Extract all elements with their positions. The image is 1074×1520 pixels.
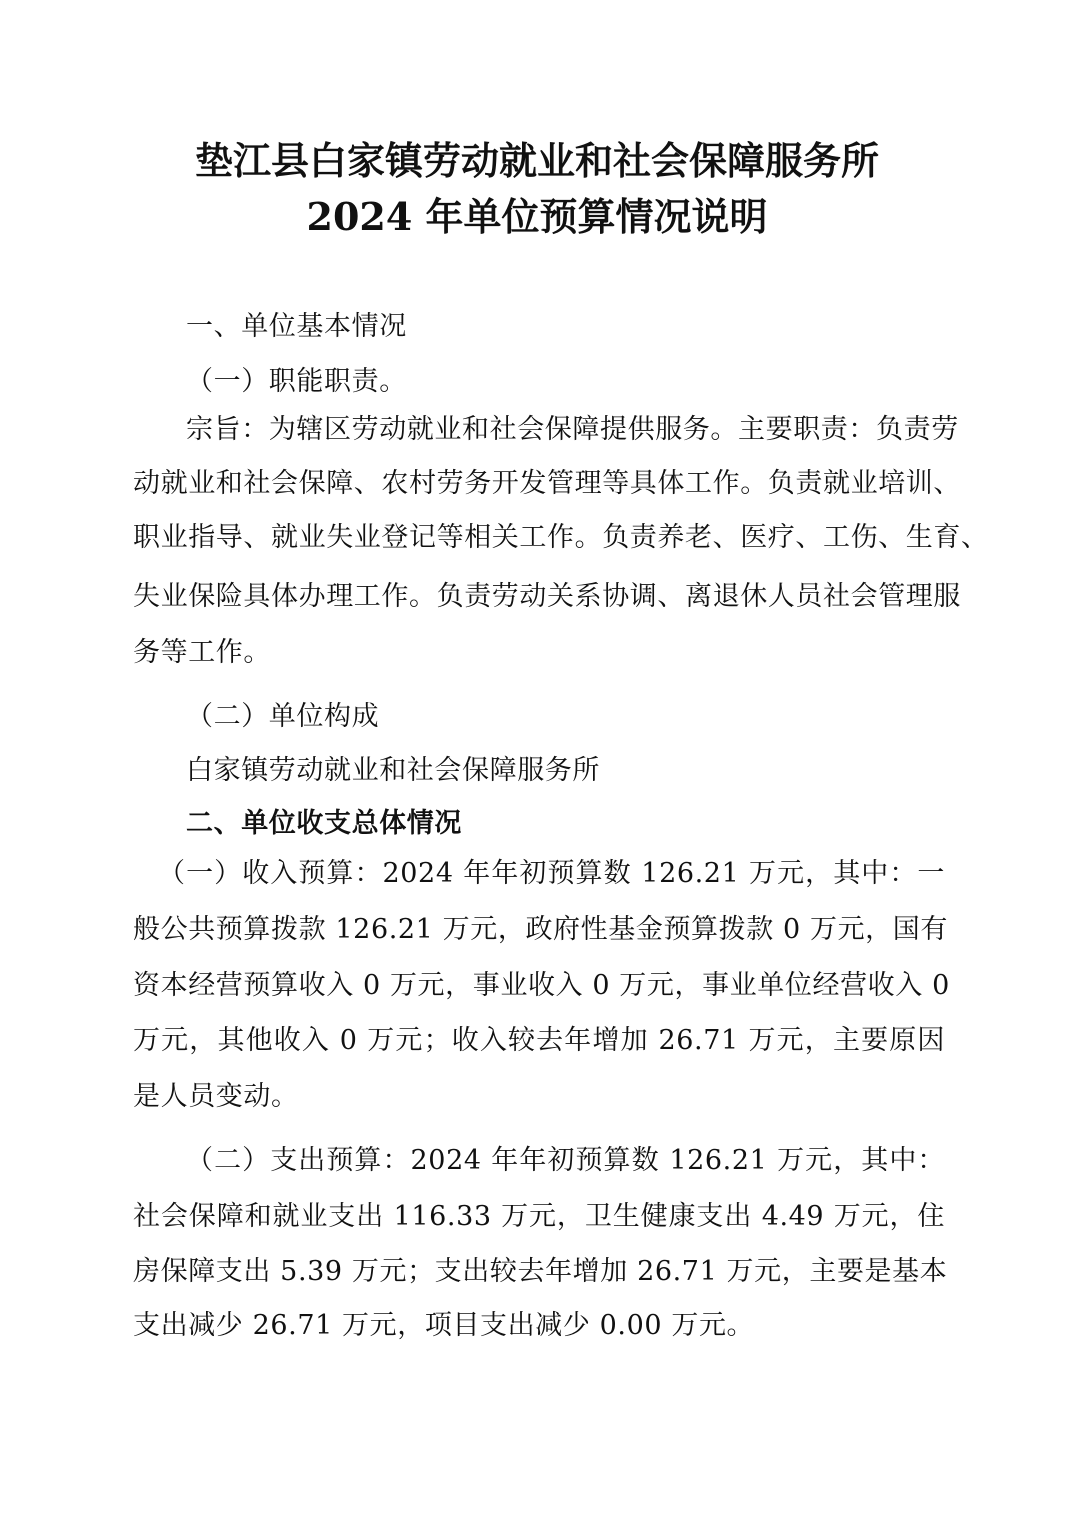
unit-name: 白家镇劳动就业和社会保障服务所	[186, 755, 600, 786]
section-heading-revenue-expenditure: 二、单位收支总体情况	[186, 808, 462, 839]
paragraph-line: 失业保险具体办理工作。负责劳动关系协调、离退休人员社会管理服	[133, 581, 961, 612]
paragraph-line: 社会保障和就业支出 116.33 万元，卫生健康支出 4.49 万元，住	[133, 1201, 945, 1232]
paragraph-line: 房保障支出 5.39 万元；支出较去年增加 26.71 万元，主要是基本	[133, 1256, 948, 1287]
paragraph-line: 万元，其他收入 0 万元；收入较去年增加 26.71 万元，主要原因	[133, 1025, 945, 1056]
paragraph-line: 是人员变动。	[133, 1081, 299, 1112]
subheading-functions: （一）职能职责。	[186, 366, 407, 397]
paragraph-line: 宗旨：为辖区劳动就业和社会保障提供服务。主要职责：负责劳	[186, 414, 959, 445]
paragraph-line: （一）收入预算：2024 年年初预算数 126.21 万元，其中：一	[158, 858, 945, 889]
paragraph-line: 支出减少 26.71 万元，项目支出减少 0.00 万元。	[133, 1310, 755, 1341]
paragraph-line: 资本经营预算收入 0 万元，事业收入 0 万元，事业单位经营收入 0	[133, 970, 950, 1001]
subheading-unit-composition: （二）单位构成	[186, 701, 380, 732]
doc-title-line-2: 2024 年单位预算情况说明	[306, 194, 768, 239]
paragraph-line: （二）支出预算：2024 年年初预算数 126.21 万元，其中：	[186, 1145, 945, 1176]
paragraph-line: 务等工作。	[133, 637, 271, 668]
paragraph-line: 动就业和社会保障、农村劳务开发管理等具体工作。负责就业培训、	[133, 468, 961, 499]
paragraph-line: 般公共预算拨款 126.21 万元，政府性基金预算拨款 0 万元，国有	[133, 914, 948, 945]
doc-title-line-1: 垫江县白家镇劳动就业和社会保障服务所	[194, 138, 879, 183]
paragraph-line: 职业指导、就业失业登记等相关工作。负责养老、医疗、工伤、生育、	[133, 522, 989, 553]
section-heading-basic-info: 一、单位基本情况	[186, 311, 407, 342]
